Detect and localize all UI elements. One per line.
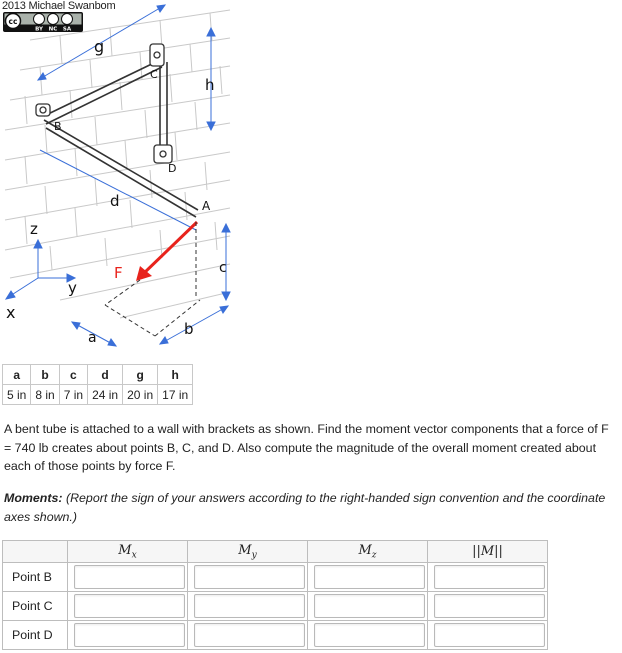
input-c-mz[interactable] (314, 594, 425, 618)
label-c: c (219, 260, 227, 276)
input-d-mx[interactable] (74, 623, 185, 647)
dimension-b-line (160, 306, 228, 344)
label-C: C (150, 68, 158, 81)
answer-row-point-c (3, 592, 548, 621)
problem-figure (0, 0, 232, 348)
moments-note-text: (Report the sign of your answers according to the right-handed sign convention and the coordinate axes shown.) (4, 491, 606, 524)
dim-value-g: 20 in (123, 385, 158, 405)
row-label-point-c: Point C (3, 592, 68, 621)
cc-by-label: BY (35, 26, 43, 32)
dim-header-g: g (123, 365, 158, 385)
input-c-my[interactable] (194, 594, 305, 618)
input-c-magnitude[interactable] (434, 594, 545, 618)
moments-label: Moments: (4, 491, 63, 505)
cc-license-badge (3, 12, 83, 32)
dim-header-a: a (3, 365, 31, 385)
row-label-point-b: Point B (3, 563, 68, 592)
cc-sa-label: SA (62, 26, 72, 32)
answer-header-blank (3, 541, 68, 563)
dim-header-b: b (31, 365, 59, 385)
input-b-mz[interactable] (314, 565, 425, 589)
dim-value-b: 8 in (31, 385, 59, 405)
bracket-c (150, 44, 164, 66)
figure-credit: 2013 Michael Swanbom (2, 0, 116, 12)
answer-header-mz: $M_z$ (308, 541, 428, 563)
bracket-b (36, 104, 50, 116)
input-b-mx[interactable] (74, 565, 185, 589)
bent-tube (44, 60, 198, 217)
dim-value-h: 17 in (158, 385, 193, 405)
bent-tube-diagram (0, 0, 232, 348)
row-label-point-d: Point D (3, 621, 68, 650)
input-b-magnitude[interactable] (434, 565, 545, 589)
coordinate-axes (6, 240, 75, 299)
answer-header-row (3, 541, 548, 563)
input-b-my[interactable] (194, 565, 305, 589)
label-b: b (184, 320, 194, 338)
input-d-magnitude[interactable] (434, 623, 545, 647)
label-F: F (114, 264, 123, 282)
dim-value-c: 7 in (59, 385, 87, 405)
label-D: D (168, 162, 177, 175)
dimensions-value-row (3, 385, 193, 405)
cc-nc-label: NC (48, 26, 58, 32)
problem-statement: A bent tube is attached to a wall with brackets as shown. Find the moment vector components that a force of F = 740 lb creates about points B, C, and D. Also compute the magnitude of the overall moment created about each of those points by force F. (4, 422, 609, 473)
answer-header-magnitude: ||M|| (428, 541, 548, 563)
axis-label-z: z (30, 220, 38, 238)
dim-value-a: 5 in (3, 385, 31, 405)
label-a: a (88, 330, 97, 346)
answer-header-mx: $M_x$ (68, 541, 188, 563)
input-c-mx[interactable] (74, 594, 185, 618)
force-arrow (136, 222, 197, 281)
input-d-mz[interactable] (314, 623, 425, 647)
answer-row-point-d (3, 621, 548, 650)
label-g: g (94, 37, 105, 56)
dim-header-h: h (158, 365, 193, 385)
axis-label-x: x (6, 303, 16, 322)
answer-table (2, 540, 548, 650)
answer-row-point-b (3, 563, 548, 592)
bracket-d (154, 145, 172, 163)
dim-value-d: 24 in (88, 385, 123, 405)
label-B: B (54, 120, 62, 133)
label-A: A (202, 199, 211, 213)
dimensions-table (2, 364, 193, 405)
input-d-my[interactable] (194, 623, 305, 647)
dim-header-c: c (59, 365, 87, 385)
cc-symbol: cc (8, 17, 18, 26)
axis-label-y: y (68, 279, 77, 297)
label-h: h (205, 76, 215, 94)
moments-instructions (4, 489, 618, 526)
dimensions-header-row (3, 365, 193, 385)
dim-header-d: d (88, 365, 123, 385)
label-d: d (110, 192, 120, 210)
answer-header-my: $M_y$ (188, 541, 308, 563)
